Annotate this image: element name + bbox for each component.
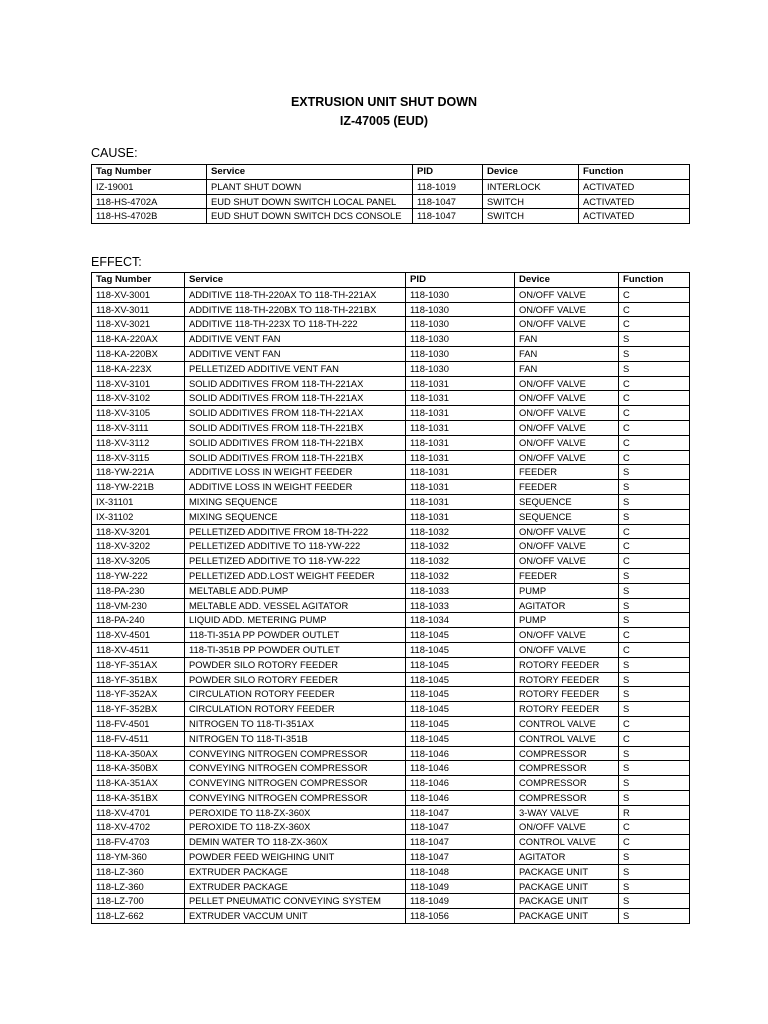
table-cell: S	[619, 465, 690, 480]
table-cell: 118-XV-3011	[92, 302, 185, 317]
table-cell: PELLETIZED ADD.LOST WEIGHT FEEDER	[185, 568, 406, 583]
table-cell: ON/OFF VALVE	[515, 435, 619, 450]
table-cell: 118-1047	[406, 820, 515, 835]
table-cell: 118-YF-351BX	[92, 672, 185, 687]
table-row	[92, 820, 690, 835]
table-cell: ON/OFF VALVE	[515, 524, 619, 539]
table-cell: C	[619, 628, 690, 643]
table-row	[92, 850, 690, 865]
table-row	[92, 287, 690, 302]
table-cell: C	[619, 539, 690, 554]
table-cell: 118-1031	[406, 435, 515, 450]
table-cell: ON/OFF VALVE	[515, 628, 619, 643]
table-row	[92, 568, 690, 583]
table-cell: S	[619, 346, 690, 361]
table-cell: 118-1047	[413, 194, 483, 209]
table-cell: SWITCH	[483, 209, 579, 224]
table-cell: C	[619, 317, 690, 332]
table-row	[92, 194, 690, 209]
table-cell: 118-TI-351B PP POWDER OUTLET	[185, 642, 406, 657]
table-cell: 118-TI-351A PP POWDER OUTLET	[185, 628, 406, 643]
table-row	[92, 391, 690, 406]
table-cell: EXTRUDER PACKAGE	[185, 864, 406, 879]
table-cell: CONTROL VALVE	[515, 731, 619, 746]
table-cell: 118-1031	[406, 450, 515, 465]
table-cell: 118-YW-221A	[92, 465, 185, 480]
table-row	[92, 702, 690, 717]
table-cell: PELLETIZED ADDITIVE VENT FAN	[185, 361, 406, 376]
table-cell: FEEDER	[515, 480, 619, 495]
table-cell: S	[619, 864, 690, 879]
table-cell: ON/OFF VALVE	[515, 317, 619, 332]
table-cell: 118-YW-222	[92, 568, 185, 583]
table-cell: NITROGEN TO 118-TI-351AX	[185, 716, 406, 731]
table-cell: 118-1045	[406, 642, 515, 657]
table-cell: C	[619, 835, 690, 850]
table-row	[92, 494, 690, 509]
table-row	[92, 613, 690, 628]
table-cell: S	[619, 850, 690, 865]
effect-header-row	[92, 273, 690, 288]
table-cell: S	[619, 702, 690, 717]
cause-header-cell: Function	[579, 165, 690, 180]
table-cell: S	[619, 509, 690, 524]
table-cell: FAN	[515, 332, 619, 347]
table-cell: 118-1046	[406, 776, 515, 791]
table-cell: ON/OFF VALVE	[515, 376, 619, 391]
table-cell: 118-1056	[406, 909, 515, 924]
table-cell: ROTORY FEEDER	[515, 702, 619, 717]
table-row	[92, 746, 690, 761]
table-cell: FAN	[515, 361, 619, 376]
table-cell: 118-XV-3001	[92, 287, 185, 302]
effect-header-cell: Service	[185, 273, 406, 288]
table-cell: 118-1032	[406, 524, 515, 539]
table-cell: SOLID ADDITIVES FROM 118-TH-221BX	[185, 435, 406, 450]
table-cell: PACKAGE UNIT	[515, 909, 619, 924]
table-cell: MIXING SEQUENCE	[185, 509, 406, 524]
table-cell: PACKAGE UNIT	[515, 864, 619, 879]
table-cell: S	[619, 894, 690, 909]
table-cell: EUD SHUT DOWN SWITCH LOCAL PANEL	[207, 194, 413, 209]
cause-table	[91, 164, 690, 224]
table-row	[92, 583, 690, 598]
table-cell: 118-YM-360	[92, 850, 185, 865]
table-cell: 118-VM-230	[92, 598, 185, 613]
table-cell: POWDER FEED WEIGHING UNIT	[185, 850, 406, 865]
table-cell: C	[619, 642, 690, 657]
table-cell: IX-31101	[92, 494, 185, 509]
table-cell: ADDITIVE 118-TH-223X TO 118-TH-222	[185, 317, 406, 332]
table-cell: 118-XV-3111	[92, 420, 185, 435]
table-row	[92, 539, 690, 554]
table-cell: EUD SHUT DOWN SWITCH DCS CONSOLE	[207, 209, 413, 224]
table-cell: 118-KA-350BX	[92, 761, 185, 776]
table-cell: 118-1032	[406, 568, 515, 583]
table-cell: C	[619, 435, 690, 450]
table-cell: 118-PA-240	[92, 613, 185, 628]
table-row	[92, 420, 690, 435]
table-cell: 118-YF-351AX	[92, 657, 185, 672]
table-cell: COMPRESSOR	[515, 790, 619, 805]
table-cell: PACKAGE UNIT	[515, 894, 619, 909]
table-cell: AGITATOR	[515, 598, 619, 613]
cause-header-cell: Service	[207, 165, 413, 180]
table-cell: S	[619, 494, 690, 509]
table-cell: FAN	[515, 346, 619, 361]
table-cell: PUMP	[515, 613, 619, 628]
table-cell: 118-FV-4703	[92, 835, 185, 850]
table-cell: 118-XV-3205	[92, 554, 185, 569]
cause-header-cell: PID	[413, 165, 483, 180]
table-row	[92, 894, 690, 909]
table-cell: 118-KA-220AX	[92, 332, 185, 347]
table-cell: S	[619, 583, 690, 598]
table-cell: SOLID ADDITIVES FROM 118-TH-221AX	[185, 391, 406, 406]
table-cell: 118-KA-351BX	[92, 790, 185, 805]
table-cell: PELLETIZED ADDITIVE FROM 18-TH-222	[185, 524, 406, 539]
effect-label: EFFECT:	[91, 255, 142, 269]
table-cell: COMPRESSOR	[515, 776, 619, 791]
cause-header-row	[92, 165, 690, 180]
table-cell: PELLETIZED ADDITIVE TO 118-YW-222	[185, 539, 406, 554]
table-cell: 118-1032	[406, 539, 515, 554]
table-cell: C	[619, 554, 690, 569]
table-cell: 118-1045	[406, 687, 515, 702]
table-cell: 118-LZ-662	[92, 909, 185, 924]
table-cell: 118-XV-3201	[92, 524, 185, 539]
table-cell: SOLID ADDITIVES FROM 118-TH-221BX	[185, 450, 406, 465]
cause-header-cell: Device	[483, 165, 579, 180]
table-cell: 118-1045	[406, 628, 515, 643]
table-cell: S	[619, 598, 690, 613]
table-cell: SOLID ADDITIVES FROM 118-TH-221BX	[185, 420, 406, 435]
table-row	[92, 524, 690, 539]
table-row	[92, 598, 690, 613]
table-cell: 118-XV-3102	[92, 391, 185, 406]
table-cell: ROTORY FEEDER	[515, 687, 619, 702]
table-cell: 118-1047	[406, 805, 515, 820]
effect-header-cell: PID	[406, 273, 515, 288]
table-cell: ON/OFF VALVE	[515, 539, 619, 554]
table-row	[92, 628, 690, 643]
table-cell: 118-1046	[406, 761, 515, 776]
table-row	[92, 642, 690, 657]
table-cell: 118-LZ-360	[92, 864, 185, 879]
table-row	[92, 909, 690, 924]
table-cell: ADDITIVE LOSS IN WEIGHT FEEDER	[185, 480, 406, 495]
table-cell: CONVEYING NITROGEN COMPRESSOR	[185, 746, 406, 761]
table-cell: 118-1045	[406, 657, 515, 672]
table-cell: SEQUENCE	[515, 509, 619, 524]
table-cell: 118-XV-4511	[92, 642, 185, 657]
table-cell: 118-FV-4511	[92, 731, 185, 746]
table-cell: FEEDER	[515, 568, 619, 583]
table-row	[92, 761, 690, 776]
table-cell: 118-XV-4701	[92, 805, 185, 820]
table-cell: 118-KA-220BX	[92, 346, 185, 361]
table-cell: INTERLOCK	[483, 179, 579, 194]
table-cell: 118-1047	[406, 835, 515, 850]
table-cell: PLANT SHUT DOWN	[207, 179, 413, 194]
table-row	[92, 864, 690, 879]
table-cell: 118-1030	[406, 287, 515, 302]
table-cell: 118-XV-3202	[92, 539, 185, 554]
table-cell: 118-1033	[406, 598, 515, 613]
table-cell: 118-XV-3101	[92, 376, 185, 391]
table-cell: ADDITIVE VENT FAN	[185, 332, 406, 347]
table-cell: 118-1047	[413, 209, 483, 224]
effect-header-cell: Function	[619, 273, 690, 288]
table-cell: 118-1045	[406, 702, 515, 717]
table-row	[92, 805, 690, 820]
table-cell: PUMP	[515, 583, 619, 598]
table-cell: ROTORY FEEDER	[515, 672, 619, 687]
table-cell: 118-KA-223X	[92, 361, 185, 376]
table-row	[92, 554, 690, 569]
table-cell: S	[619, 480, 690, 495]
table-cell: 118-1030	[406, 332, 515, 347]
table-cell: CONVEYING NITROGEN COMPRESSOR	[185, 776, 406, 791]
table-cell: IZ-19001	[92, 179, 207, 194]
table-cell: 118-1030	[406, 361, 515, 376]
table-cell: EXTRUDER VACCUM UNIT	[185, 909, 406, 924]
table-cell: 118-LZ-360	[92, 879, 185, 894]
table-cell: ADDITIVE LOSS IN WEIGHT FEEDER	[185, 465, 406, 480]
table-cell: 118-XV-3115	[92, 450, 185, 465]
table-row	[92, 509, 690, 524]
table-cell: 118-YF-352BX	[92, 702, 185, 717]
table-cell: ACTIVATED	[579, 179, 690, 194]
table-cell: 118-XV-3021	[92, 317, 185, 332]
table-row	[92, 209, 690, 224]
table-row	[92, 450, 690, 465]
table-cell: 118-1031	[406, 465, 515, 480]
table-cell: 118-PA-230	[92, 583, 185, 598]
table-cell: MELTABLE ADD. VESSEL AGITATOR	[185, 598, 406, 613]
table-row	[92, 332, 690, 347]
table-cell: ON/OFF VALVE	[515, 391, 619, 406]
table-cell: 118-1031	[406, 391, 515, 406]
table-row	[92, 687, 690, 702]
table-cell: AGITATOR	[515, 850, 619, 865]
table-cell: ON/OFF VALVE	[515, 820, 619, 835]
table-row	[92, 672, 690, 687]
table-cell: ON/OFF VALVE	[515, 406, 619, 421]
table-row	[92, 480, 690, 495]
table-cell: 118-1047	[406, 850, 515, 865]
table-cell: ON/OFF VALVE	[515, 420, 619, 435]
table-row	[92, 317, 690, 332]
table-cell: 118-1032	[406, 554, 515, 569]
table-cell: 118-KA-351AX	[92, 776, 185, 791]
table-cell: 118-1045	[406, 716, 515, 731]
table-cell: S	[619, 361, 690, 376]
table-cell: DEMIN WATER TO 118-ZX-360X	[185, 835, 406, 850]
table-cell: C	[619, 287, 690, 302]
table-cell: CONTROL VALVE	[515, 835, 619, 850]
table-row	[92, 346, 690, 361]
table-cell: SWITCH	[483, 194, 579, 209]
table-cell: IX-31102	[92, 509, 185, 524]
table-cell: 118-1030	[406, 346, 515, 361]
table-cell: S	[619, 613, 690, 628]
table-cell: SOLID ADDITIVES FROM 118-TH-221AX	[185, 406, 406, 421]
table-cell: 118-YF-352AX	[92, 687, 185, 702]
table-cell: C	[619, 302, 690, 317]
table-row	[92, 435, 690, 450]
table-cell: ACTIVATED	[579, 194, 690, 209]
table-row	[92, 302, 690, 317]
table-cell: SOLID ADDITIVES FROM 118-TH-221AX	[185, 376, 406, 391]
table-cell: 118-YW-221B	[92, 480, 185, 495]
table-cell: 118-1049	[406, 894, 515, 909]
table-cell: PACKAGE UNIT	[515, 879, 619, 894]
table-cell: 118-1048	[406, 864, 515, 879]
table-cell: 118-1031	[406, 376, 515, 391]
table-cell: S	[619, 909, 690, 924]
table-row	[92, 879, 690, 894]
table-cell: C	[619, 376, 690, 391]
table-cell: ROTORY FEEDER	[515, 657, 619, 672]
table-cell: 118-1033	[406, 583, 515, 598]
cause-header-cell: Tag Number	[92, 165, 207, 180]
table-cell: COMPRESSOR	[515, 761, 619, 776]
table-cell: CONVEYING NITROGEN COMPRESSOR	[185, 790, 406, 805]
table-cell: PEROXIDE TO 118-ZX-360X	[185, 805, 406, 820]
table-cell: CIRCULATION ROTORY FEEDER	[185, 687, 406, 702]
table-cell: ADDITIVE VENT FAN	[185, 346, 406, 361]
table-cell: 118-1049	[406, 879, 515, 894]
table-row	[92, 361, 690, 376]
table-cell: 118-XV-4501	[92, 628, 185, 643]
table-cell: C	[619, 820, 690, 835]
table-cell: S	[619, 568, 690, 583]
table-cell: 118-HS-4702B	[92, 209, 207, 224]
table-cell: S	[619, 657, 690, 672]
table-cell: COMPRESSOR	[515, 746, 619, 761]
table-cell: C	[619, 406, 690, 421]
table-cell: S	[619, 761, 690, 776]
table-cell: LIQUID ADD. METERING PUMP	[185, 613, 406, 628]
table-cell: SEQUENCE	[515, 494, 619, 509]
effect-header-cell: Tag Number	[92, 273, 185, 288]
effect-header-cell: Device	[515, 273, 619, 288]
table-cell: 118-XV-3105	[92, 406, 185, 421]
table-cell: 118-1046	[406, 746, 515, 761]
table-row	[92, 179, 690, 194]
table-cell: R	[619, 805, 690, 820]
table-cell: ON/OFF VALVE	[515, 642, 619, 657]
table-cell: ON/OFF VALVE	[515, 287, 619, 302]
table-cell: PEROXIDE TO 118-ZX-360X	[185, 820, 406, 835]
table-cell: ACTIVATED	[579, 209, 690, 224]
table-cell: NITROGEN TO 118-TI-351B	[185, 731, 406, 746]
table-cell: POWDER SILO ROTORY FEEDER	[185, 657, 406, 672]
table-cell: 3-WAY VALVE	[515, 805, 619, 820]
table-cell: 118-KA-350AX	[92, 746, 185, 761]
document-subtitle: IZ-47005 (EUD)	[339, 114, 429, 128]
table-cell: S	[619, 790, 690, 805]
table-cell: 118-XV-4702	[92, 820, 185, 835]
table-cell: 118-1046	[406, 790, 515, 805]
table-cell: ON/OFF VALVE	[515, 554, 619, 569]
table-cell: S	[619, 879, 690, 894]
table-cell: 118-1030	[406, 317, 515, 332]
table-cell: ON/OFF VALVE	[515, 302, 619, 317]
table-row	[92, 406, 690, 421]
table-cell: EXTRUDER PACKAGE	[185, 879, 406, 894]
table-cell: S	[619, 672, 690, 687]
table-cell: PELLETIZED ADDITIVE TO 118-YW-222	[185, 554, 406, 569]
table-cell: ADDITIVE 118-TH-220BX TO 118-TH-221BX	[185, 302, 406, 317]
table-cell: PELLET PNEUMATIC CONVEYING SYSTEM	[185, 894, 406, 909]
table-cell: 118-FV-4501	[92, 716, 185, 731]
table-cell: C	[619, 716, 690, 731]
effect-table	[91, 272, 690, 924]
table-cell: 118-XV-3112	[92, 435, 185, 450]
table-cell: C	[619, 524, 690, 539]
table-cell: 118-1034	[406, 613, 515, 628]
table-cell: S	[619, 687, 690, 702]
table-row	[92, 657, 690, 672]
table-cell: S	[619, 776, 690, 791]
table-cell: S	[619, 332, 690, 347]
table-row	[92, 790, 690, 805]
table-cell: 118-1045	[406, 731, 515, 746]
table-cell: 118-HS-4702A	[92, 194, 207, 209]
table-cell: ON/OFF VALVE	[515, 450, 619, 465]
table-cell: 118-LZ-700	[92, 894, 185, 909]
table-cell: POWDER SILO ROTORY FEEDER	[185, 672, 406, 687]
table-cell: CONVEYING NITROGEN COMPRESSOR	[185, 761, 406, 776]
table-cell: 118-1045	[406, 672, 515, 687]
table-cell: CONTROL VALVE	[515, 716, 619, 731]
cause-label: CAUSE:	[91, 146, 138, 160]
table-row	[92, 731, 690, 746]
table-cell: 118-1019	[413, 179, 483, 194]
document-title: EXTRUSION UNIT SHUT DOWN	[290, 95, 478, 109]
table-row	[92, 716, 690, 731]
table-cell: ADDITIVE 118-TH-220AX TO 118-TH-221AX	[185, 287, 406, 302]
table-cell: 118-1031	[406, 509, 515, 524]
table-cell: 118-1031	[406, 480, 515, 495]
table-row	[92, 835, 690, 850]
table-cell: MELTABLE ADD.PUMP	[185, 583, 406, 598]
table-cell: C	[619, 391, 690, 406]
table-cell: S	[619, 746, 690, 761]
table-cell: CIRCULATION ROTORY FEEDER	[185, 702, 406, 717]
table-cell: C	[619, 450, 690, 465]
table-cell: 118-1030	[406, 302, 515, 317]
table-cell: 118-1031	[406, 420, 515, 435]
table-cell: MIXING SEQUENCE	[185, 494, 406, 509]
table-row	[92, 465, 690, 480]
table-cell: C	[619, 420, 690, 435]
table-cell: FEEDER	[515, 465, 619, 480]
table-cell: C	[619, 731, 690, 746]
table-row	[92, 376, 690, 391]
table-row	[92, 776, 690, 791]
table-cell: 118-1031	[406, 406, 515, 421]
table-cell: 118-1031	[406, 494, 515, 509]
